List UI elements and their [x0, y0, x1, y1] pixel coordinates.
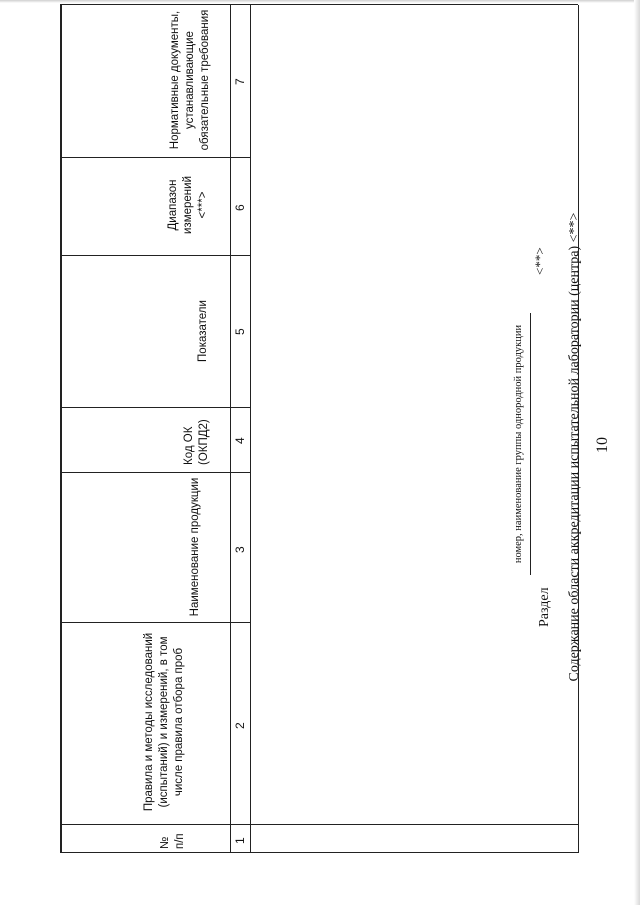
section-label: Раздел: [537, 587, 552, 627]
header-col-3: Наименование продукции: [189, 477, 201, 617]
col-line-6: [60, 157, 250, 158]
header-col-1: № п/п: [159, 833, 186, 849]
col-number-5: 5: [233, 328, 247, 335]
header-divider: [230, 5, 231, 853]
page-title: Содержание области аккредитации испытательной лаборатории (центра) <**>: [567, 212, 582, 682]
col-number-1: 1: [233, 837, 247, 844]
col-number-6: 6: [233, 204, 247, 211]
col-line-2: [60, 622, 250, 623]
col-line-0: [60, 852, 578, 853]
col-line-7: [60, 4, 578, 5]
section-caption: номер, наименование группы однородной продукции: [513, 324, 524, 564]
col-number-4: 4: [233, 437, 247, 444]
col-number-3: 3: [233, 546, 247, 553]
col-line-4: [60, 407, 250, 408]
table-bottom-border: [578, 5, 579, 853]
accreditation-table: [60, 5, 578, 853]
header-col-5: Показатели: [197, 300, 209, 362]
col-line-3: [60, 472, 250, 473]
numbers-divider: [250, 5, 251, 853]
header-col-6: Диапазон измерений <***>: [167, 176, 209, 234]
table-top-border: [60, 5, 62, 853]
header-col-2: Правила и методы исследований (испытаний) и измерений, в том числе правила отбора проб: [143, 632, 185, 812]
header-col-4: Код ОК (ОКПД2): [183, 419, 210, 465]
section-marker: <**>: [532, 247, 547, 275]
col-number-7: 7: [233, 78, 247, 85]
col-line-1: [60, 824, 578, 825]
header-col-7: Нормативные документы, устанавливающие обязательные требования: [169, 9, 211, 151]
page-number: 10: [594, 437, 611, 453]
col-number-2: 2: [233, 722, 247, 729]
col-line-5: [60, 255, 250, 256]
